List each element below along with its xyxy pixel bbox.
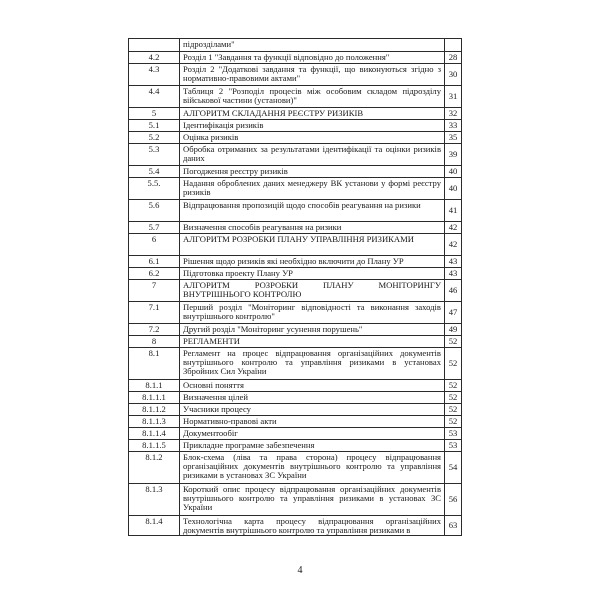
toc-page-number: 49 [445, 324, 462, 336]
toc-section-title: Блок-схема (ліва та права сторона) процесу відпрацювання організаційних документів внутрішнього контролю та управління ризиками в установах ЗС України [180, 452, 445, 484]
toc-section-title: Технологічна карта процесу відпрацювання організаційних документів внутрішнього контролю та управління ризиками в [180, 516, 445, 536]
toc-row [129, 348, 462, 380]
toc-page-number: 52 [445, 392, 462, 404]
toc-page-number [445, 39, 462, 52]
toc-section-title: Підготовка проекту Плану УР [180, 268, 445, 280]
toc-page-number: 43 [445, 268, 462, 280]
toc-section-title: РЕГЛАМЕНТИ [180, 336, 445, 348]
toc-page-number: 28 [445, 52, 462, 64]
toc-row [129, 440, 462, 452]
toc-section-title: Ідентифікація ризиків [180, 120, 445, 132]
toc-row [129, 222, 462, 234]
toc-row [129, 132, 462, 144]
toc-row [129, 280, 462, 302]
toc-section-number: 7 [129, 280, 180, 302]
toc-row [129, 268, 462, 280]
toc-row [129, 336, 462, 348]
toc-section-number: 6 [129, 234, 180, 256]
toc-section-number: 5.5. [129, 178, 180, 200]
toc-section-number: 8 [129, 336, 180, 348]
table-of-contents [128, 38, 462, 536]
toc-row [129, 416, 462, 428]
toc-section-number [129, 39, 180, 52]
toc-row [129, 324, 462, 336]
toc-row [129, 392, 462, 404]
toc-section-number: 8.1.2 [129, 452, 180, 484]
toc-section-title: Таблиця 2 "Розподіл процесів між особовим складом підрозділу військової частини (установи)" [180, 86, 445, 108]
toc-section-title: Обробка отриманих за результатами ідентифікації та оцінки ризиків даних [180, 144, 445, 166]
toc-body [129, 39, 462, 536]
toc-row [129, 52, 462, 64]
toc-section-title: Регламент на процес відпрацювання організаційних документів внутрішнього контролю та управління ризиками в установах Збройних Сил України [180, 348, 445, 380]
toc-page-number: 42 [445, 234, 462, 256]
toc-page-number: 40 [445, 178, 462, 200]
toc-section-title: Розділ 1 "Завдання та функції відповідно до положення" [180, 52, 445, 64]
toc-section-number: 6.1 [129, 256, 180, 268]
toc-page-number: 35 [445, 132, 462, 144]
toc-row [129, 64, 462, 86]
toc-page-number: 46 [445, 280, 462, 302]
toc-page-number: 30 [445, 64, 462, 86]
toc-row [129, 256, 462, 268]
toc-row [129, 166, 462, 178]
toc-page-number: 41 [445, 200, 462, 222]
toc-page-number: 53 [445, 440, 462, 452]
toc-section-number: 8.1.1.4 [129, 428, 180, 440]
toc-section-number: 8.1.1.1 [129, 392, 180, 404]
toc-section-title: АЛГОРИТМ РОЗРОБКИ ПЛАНУ МОНІТОРИНГУ ВНУТРІШНЬОГО КОНТРОЛЮ [180, 280, 445, 302]
toc-row [129, 39, 462, 52]
toc-row [129, 516, 462, 536]
toc-section-title: Розділ 2 "Додаткові завдання та функції, що виконуються згідно з нормативно-правовими актами" [180, 64, 445, 86]
toc-section-number: 8.1.4 [129, 516, 180, 536]
toc-section-number: 4.3 [129, 64, 180, 86]
toc-page-number: 43 [445, 256, 462, 268]
toc-section-title: Рішення щодо ризиків які необхідно включити до Плану УР [180, 256, 445, 268]
toc-page-number: 56 [445, 484, 462, 516]
toc-section-title: Документообіг [180, 428, 445, 440]
toc-section-number: 8.1.1.3 [129, 416, 180, 428]
toc-section-title: Погодження реєстру ризиків [180, 166, 445, 178]
toc-section-title: Нормативно-правові акти [180, 416, 445, 428]
toc-section-number: 5 [129, 108, 180, 120]
toc-page-number: 52 [445, 416, 462, 428]
toc-section-title: Визначення способів реагування на ризики [180, 222, 445, 234]
toc-page-number: 63 [445, 516, 462, 536]
toc-section-number: 7.2 [129, 324, 180, 336]
toc-section-number: 5.2 [129, 132, 180, 144]
toc-page-number: 47 [445, 302, 462, 324]
toc-page-number: 54 [445, 452, 462, 484]
toc-row [129, 120, 462, 132]
toc-section-number: 5.3 [129, 144, 180, 166]
toc-section-title: АЛГОРИТМ СКЛАДАННЯ РЕЄСТРУ РИЗИКІВ [180, 108, 445, 120]
toc-section-number: 7.1 [129, 302, 180, 324]
toc-row [129, 380, 462, 392]
toc-page-number: 52 [445, 380, 462, 392]
toc-section-title: Визначення цілей [180, 392, 445, 404]
toc-page-number: 40 [445, 166, 462, 178]
toc-row [129, 484, 462, 516]
toc-section-title: Перший розділ "Моніторинг відповідності та виконання заходів внутрішнього контролю" [180, 302, 445, 324]
toc-section-title: Другий розділ "Моніторинг усунення порушень" [180, 324, 445, 336]
toc-page-number: 52 [445, 404, 462, 416]
toc-page-number: 39 [445, 144, 462, 166]
toc-section-title: підрозділами" [180, 39, 445, 52]
toc-section-number: 8.1.1.2 [129, 404, 180, 416]
toc-section-number: 5.7 [129, 222, 180, 234]
toc-row [129, 428, 462, 440]
toc-section-title: Учасники процесу [180, 404, 445, 416]
toc-row [129, 178, 462, 200]
toc-section-number: 5.1 [129, 120, 180, 132]
toc-section-number: 5.4 [129, 166, 180, 178]
toc-section-number: 8.1.3 [129, 484, 180, 516]
toc-section-title: Прикладне програмне забезпечення [180, 440, 445, 452]
toc-row [129, 452, 462, 484]
toc-section-title: Основні поняття [180, 380, 445, 392]
toc-section-title: Відпрацювання пропозицій щодо способів реагування на ризики [180, 200, 445, 222]
toc-row [129, 404, 462, 416]
toc-section-number: 4.4 [129, 86, 180, 108]
toc-row [129, 302, 462, 324]
toc-section-title: Надання оброблених даних менеджеру ВК установи у формі реєстру ризиків [180, 178, 445, 200]
toc-page-number: 52 [445, 348, 462, 380]
toc-row [129, 144, 462, 166]
toc-section-number: 5.6 [129, 200, 180, 222]
toc-page-number: 33 [445, 120, 462, 132]
toc-row [129, 200, 462, 222]
toc-page-number: 42 [445, 222, 462, 234]
toc-section-title: Короткий опис процесу відпрацювання організаційних документів внутрішнього контролю та управління ризиками в установах ЗС України [180, 484, 445, 516]
toc-page-number: 31 [445, 86, 462, 108]
toc-page-number: 52 [445, 336, 462, 348]
toc-row [129, 234, 462, 256]
toc-section-number: 4.2 [129, 52, 180, 64]
toc-section-title: АЛГОРИТМ РОЗРОБКИ ПЛАНУ УПРАВЛІННЯ РИЗИКАМИ [180, 234, 445, 256]
toc-page-number: 53 [445, 428, 462, 440]
page-number: 4 [297, 565, 303, 576]
toc-row [129, 86, 462, 108]
toc-section-number: 8.1 [129, 348, 180, 380]
toc-section-number: 6.2 [129, 268, 180, 280]
toc-page-number: 32 [445, 108, 462, 120]
toc-row [129, 108, 462, 120]
toc-section-title: Оцінка ризиків [180, 132, 445, 144]
toc-section-number: 8.1.1.5 [129, 440, 180, 452]
toc-section-number: 8.1.1 [129, 380, 180, 392]
